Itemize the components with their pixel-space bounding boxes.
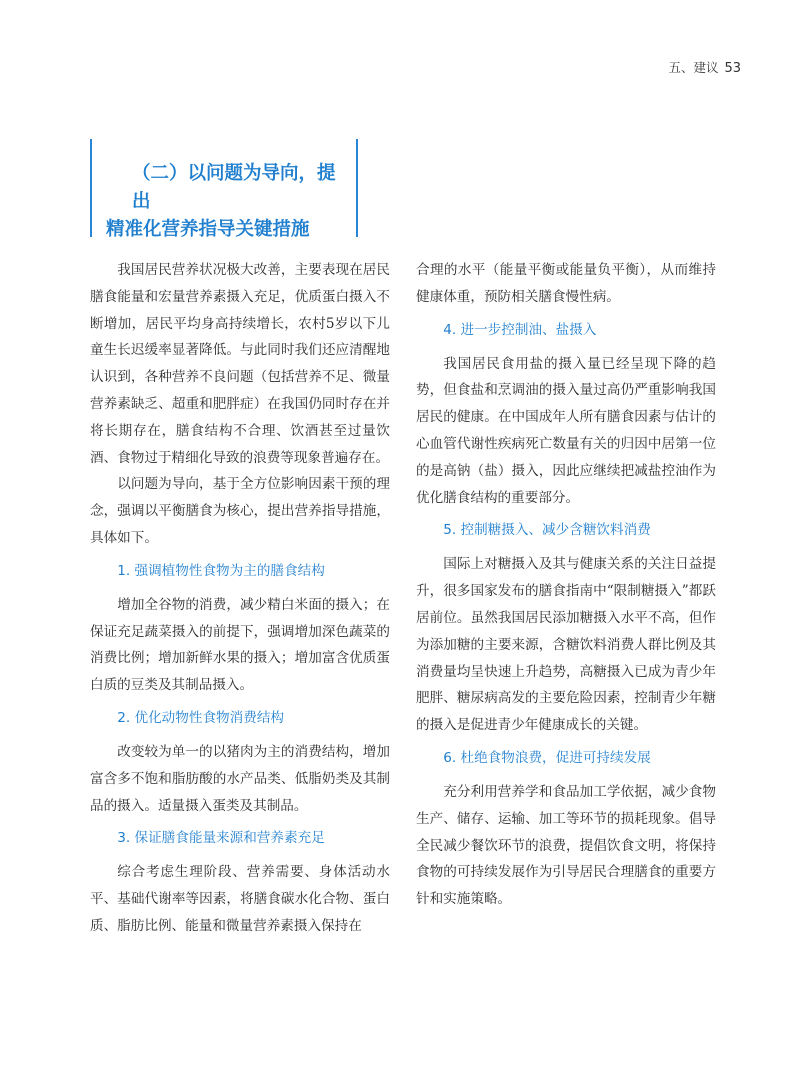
section-title (106, 160, 346, 244)
paragraph-1: 增加全谷物的消费，减少精白米面的摄入；在保证充足蔬菜摄入的前提下，强调增加深色蔬菜的消费比例；增加新鲜水果的摄入；增加富含优质蛋白质的豆类及其制品摄入。 (90, 596, 390, 694)
subheading-6: 6. 杜绝食物浪费，促进可持续发展 (443, 749, 651, 766)
intro-paragraph-2: 以问题为导向，基于全方位影响因素干预的理念，强调以平衡膳食为核心，提出营养指导措施，具体如下。 (90, 476, 390, 546)
right-column (416, 257, 716, 913)
left-column (90, 257, 390, 940)
subheading-1: 1. 强调植物性食物为主的膳食结构 (117, 562, 325, 579)
subheading-4: 4. 进一步控制油、盐摄入 (443, 321, 597, 338)
page-number: 53 (724, 61, 741, 76)
section-title-line2: 精准化营养指导关键措施 (106, 219, 310, 240)
paragraph-4: 我国居民食用盐的摄入量已经呈现下降的趋势，但食盐和烹调油的摄入量过高仍严重影响我国居民的健康。在中国成年人所有膳食因素与估计的心血管代谢性疾病死亡数量有关的归因中居第一位的是高钠（盐）摄入，因此应继续把减盐控油作为优化膳食结构的重要部分。 (416, 355, 716, 506)
chapter-label: 五、建议 (668, 60, 719, 75)
section-title-line1: （二）以问题为导向，提出 (132, 163, 336, 212)
paragraph-3: 综合考虑生理阶段、营养需要、身体活动水平、基础代谢率等因素，将膳食碳水化合物、蛋白质、脂肪比例、能量和微量营养素摄入保持在 (90, 864, 390, 934)
subheading-2: 2. 优化动物性食物消费结构 (117, 709, 285, 726)
running-header (668, 58, 741, 76)
paragraph-3-continued: 合理的水平（能量平衡或能量负平衡），从而维持健康体重，预防相关膳食慢性病。 (416, 262, 716, 305)
subheading-5: 5. 控制糖摄入、减少含糖饮料消费 (443, 522, 651, 539)
intro-paragraph-1: 我国居民营养状况极大改善，主要表现在居民膳食能量和宏量营养素摄入充足，优质蛋白摄入不断增加，居民平均身高持续增长，农村5岁以下儿童生长迟缓率显著降低。与此同时我们还应清醒地认识到，各种营养不良问题（包括营养不足、微量营养素缺乏、超重和肥胖症）在我国仍同时存在并将长期存在，膳食结构不合理、饮酒甚至过量饮酒、食物过于精细化导致的浪费等现象普遍存在。 (90, 262, 390, 466)
paragraph-6: 充分利用营养学和食品加工学依据，减少食物生产、储存、运输、加工等环节的损耗现象。倡导全民减少餐饮环节的浪费，提倡饮食文明，将保持食物的可持续发展作为引导居民合理膳食的重要方针和实施策略。 (416, 783, 716, 908)
subheading-3: 3. 保证膳食能量来源和营养素充足 (117, 830, 325, 847)
paragraph-2: 改变较为单一的以猪肉为主的消费结构，增加富含多不饱和脂肪酸的水产品类、低脂奶类及其制品的摄入。适量摄入蛋类及其制品。 (90, 743, 390, 814)
paragraph-5: 国际上对糖摄入及其与健康关系的关注日益提升，很多国家发布的膳食指南中“限制糖摄入”都跃居前位。虽然我国居民添加糖摄入水平不高，但作为添加糖的主要来源，含糖饮料消费人群比例及其消费量均呈快速上升趋势，高糖摄入已成为青少年肥胖、糖尿病高发的主要危险因素，控制青少年糖的摄入是促进青少年健康成长的关键。 (416, 556, 716, 734)
